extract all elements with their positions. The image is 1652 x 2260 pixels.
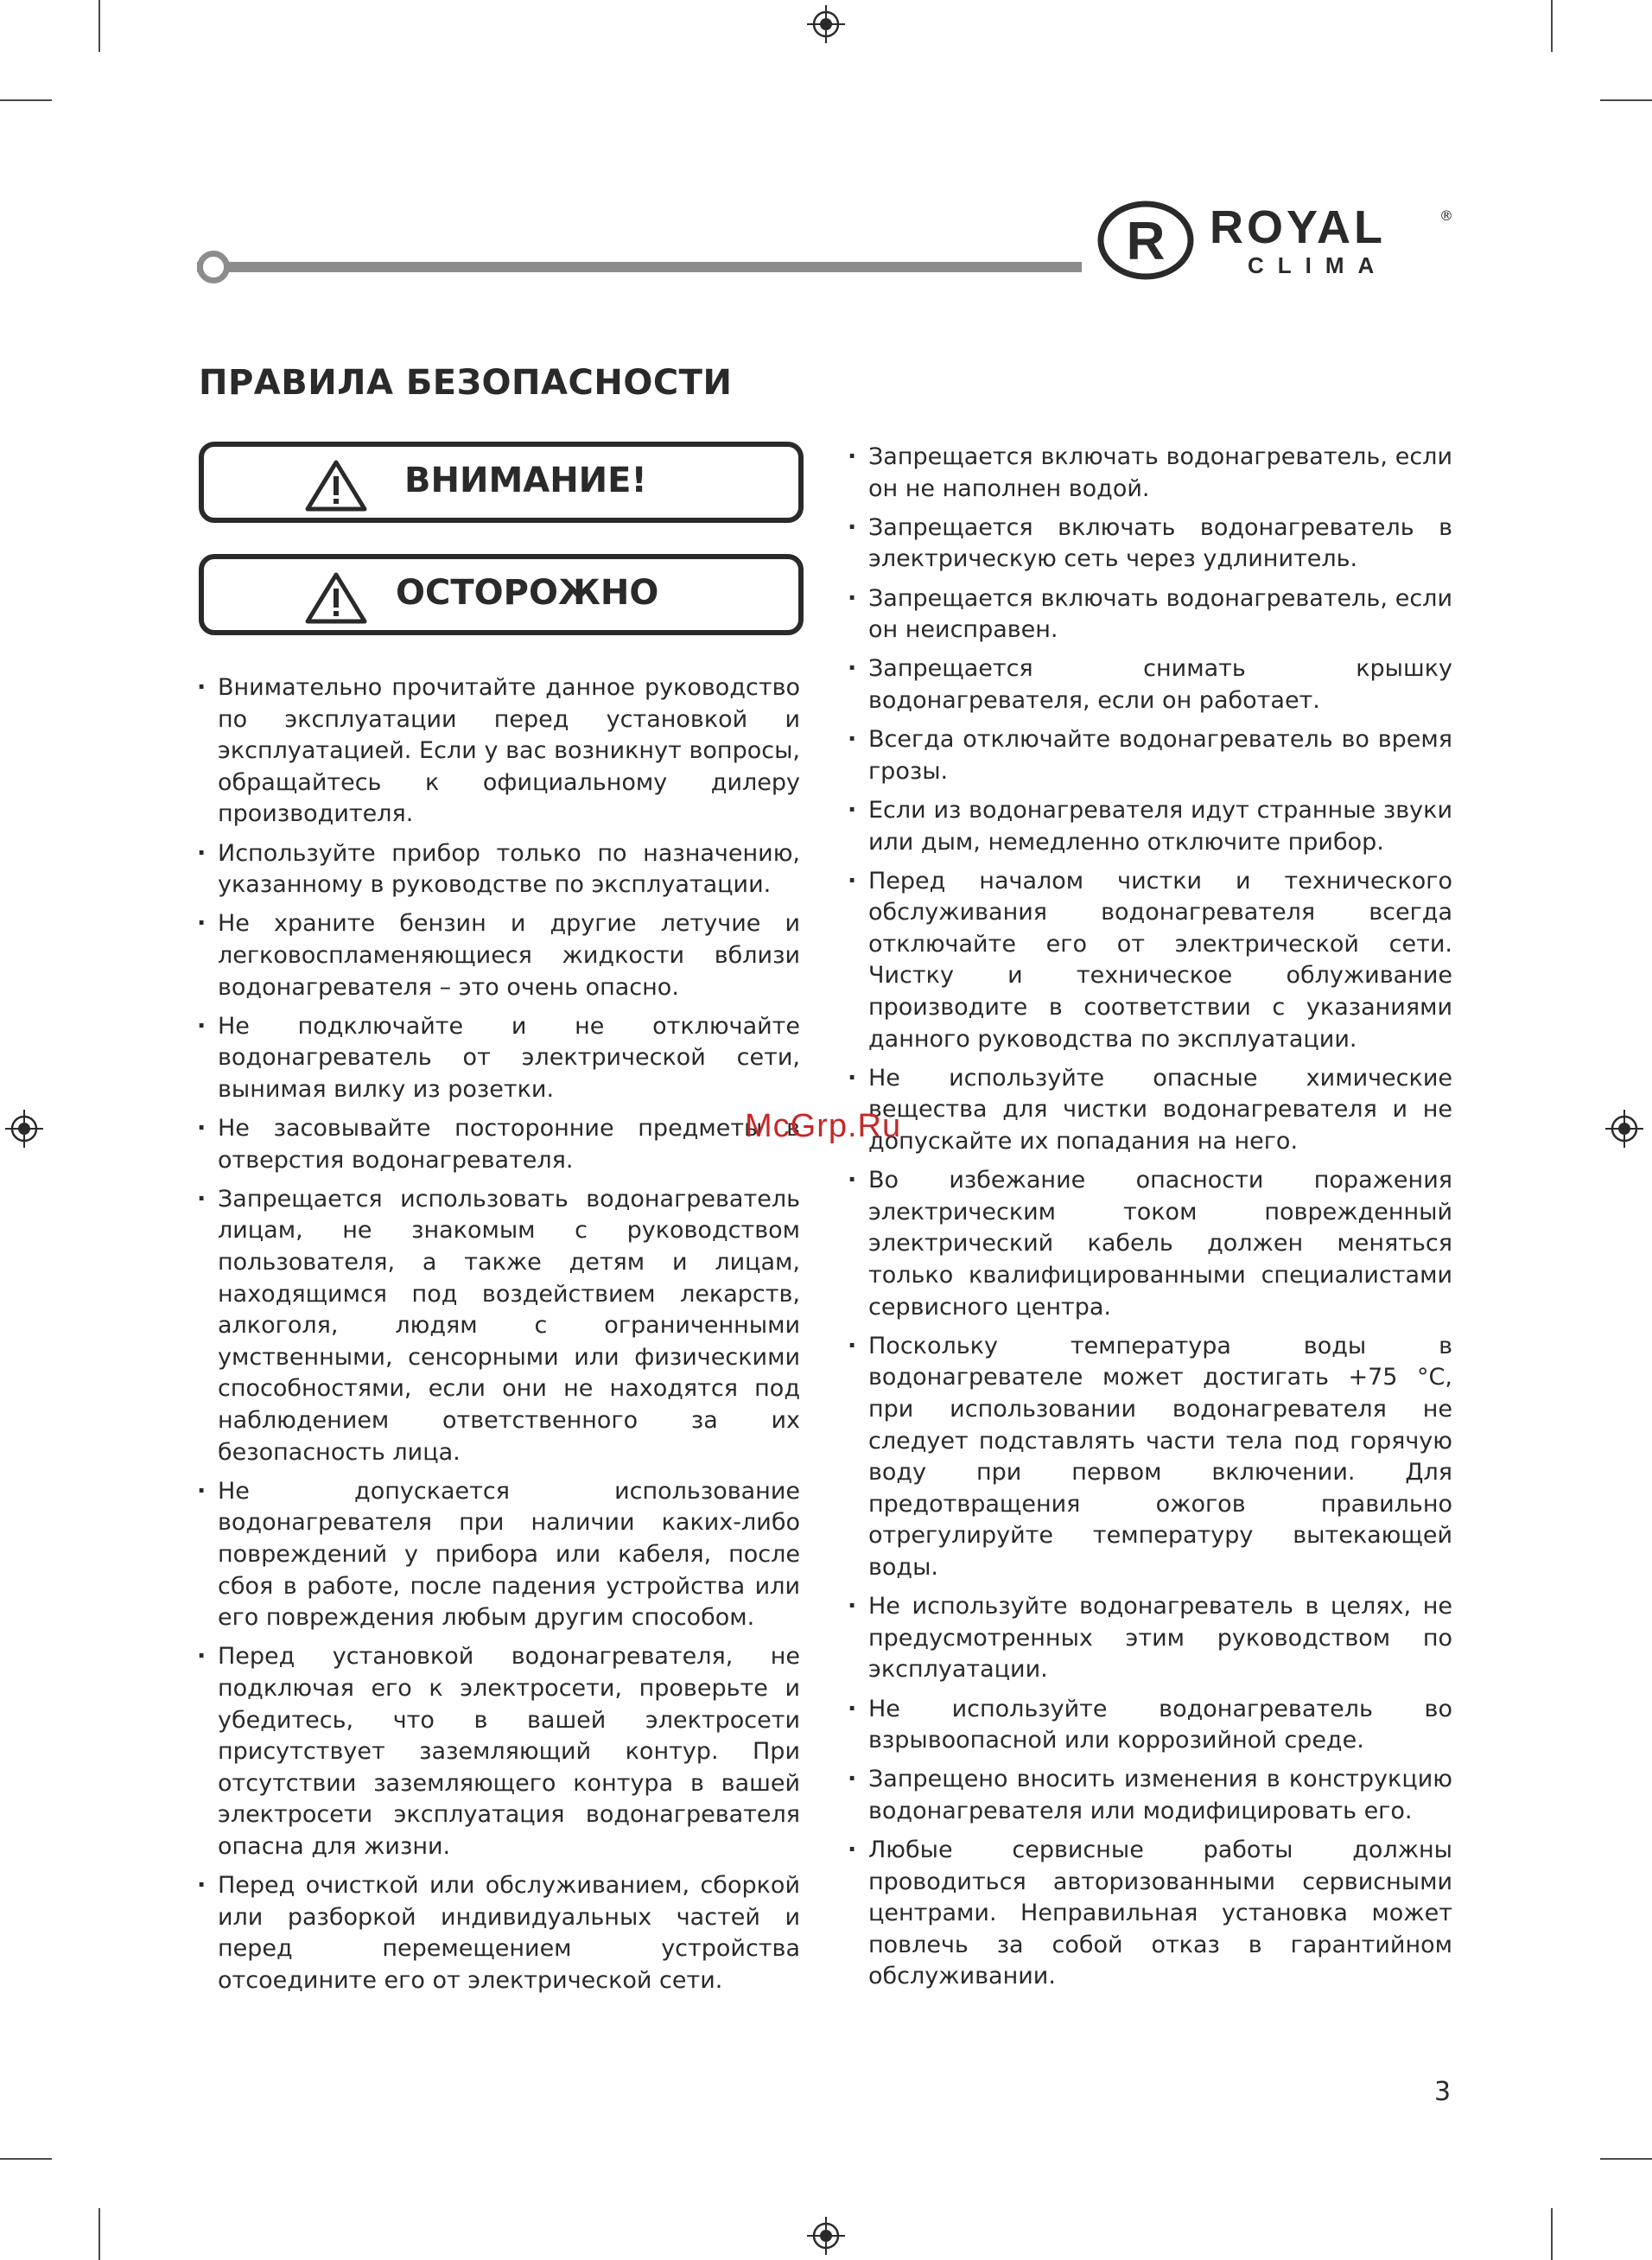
header-rule-dot — [197, 251, 230, 283]
crop-mark — [0, 2158, 52, 2160]
warning-box-caution — [199, 554, 804, 635]
safety-list-left — [197, 672, 800, 1997]
list-item: · Запрещается включать водонагреватель, если он неисправен. — [848, 583, 1452, 646]
list-item: · Если из водонагревателя идут странные звуки или дым, немедленно отключите прибор. — [848, 795, 1452, 858]
list-item: · Перед началом чистки и технического обслуживания водонагревателя всегда отключайте его от электрической сети. Чистку и техническое облуживание производите в соответствии с указаниями данного руководства по эксплуатации. — [848, 866, 1452, 1056]
crop-mark — [1600, 99, 1652, 101]
brand-logo — [1097, 201, 1460, 280]
page-title: ПРАВИЛА БЕЗОПАСНОСТИ — [199, 363, 733, 403]
right-column — [848, 442, 1452, 2001]
registration-mark-icon — [5, 1110, 43, 1148]
list-item: · Не допускается использование водонагревателя при наличии каких-либо повреждений у прибора или кабеля, после сбоя в работе, после падения устройства или его повреждения любым другим способом. — [197, 1476, 800, 1634]
safety-list-right — [848, 442, 1452, 1993]
list-item: · Не храните бензин и другие летучие и легковоспламеняющиеся жидкости вблизи водонагревателя – это очень опасно. — [197, 908, 800, 1003]
registration-mark-icon — [807, 2217, 845, 2255]
page-number: 3 — [1434, 2077, 1452, 2107]
crop-mark — [98, 0, 100, 52]
registered-mark: ® — [1439, 207, 1453, 224]
list-item: · Используйте прибор только по назначению, указанному в руководстве по эксплуатации. — [197, 838, 800, 901]
list-item: · Не засовывайте посторонние предметы в отверстия водонагревателя. — [197, 1113, 800, 1176]
warning-attention-label: ВНИМАНИЕ! — [404, 461, 647, 500]
list-item: · Не используйте водонагреватель в целях, не предусмотренных этим руководством по эксплуатации. — [848, 1591, 1452, 1686]
list-item: · Поскольку температура воды в водонагревателе может достигать +75 °С, при использовании водонагревателя не следует подставлять части тела под горячую воду при первом включении. Для предотвращения ожогов правильно отрегулируйте температуру вытекающей воды. — [848, 1331, 1452, 1584]
warning-triangle-icon — [304, 459, 368, 512]
crop-mark — [0, 99, 52, 101]
registration-mark-icon — [1605, 1110, 1643, 1148]
list-item: · Запрещается использовать водонагреватель лицам, не знакомым с руководством пользователя, а также детям и лицам, находящимся под воздействием лекарств, алкоголя, людям с ограниченными умственными, сенсорными или физическими способностями, если они не находятся под наблюдением ответственного за их безопасность лица. — [197, 1184, 800, 1468]
logo-mark-letter: R — [1126, 212, 1166, 271]
watermark: McGrp.Ru — [745, 1108, 902, 1144]
left-column — [197, 672, 800, 2004]
list-item: · Не используйте опасные химические вещества для чистки водонагревателя и не допускайте их попадания на него. — [848, 1063, 1452, 1158]
list-item: · Во избежание опасности поражения электрическим током поврежденный электрический кабель должен меняться только квалифицированными специалистами сервисного центра. — [848, 1165, 1452, 1323]
list-item: · Не используйте водонагреватель во взрывоопасной или коррозийной среде. — [848, 1694, 1452, 1757]
crop-mark — [98, 2208, 100, 2260]
list-item: · Любые сервисные работы должны проводиться авторизованными сервисными центрами. Неправильная установка может повлечь за собой отказ в гарантийном обслуживании. — [848, 1835, 1452, 1993]
crop-mark — [1551, 2208, 1553, 2260]
registration-mark-icon — [807, 5, 845, 43]
list-item: · Запрещено вносить изменения в конструкцию водонагревателя или модифицировать его. — [848, 1764, 1452, 1827]
list-item: · Всегда отключайте водонагреватель во время грозы. — [848, 724, 1452, 787]
list-item: · Запрещается снимать крышку водонагревателя, если он работает. — [848, 653, 1452, 716]
warning-box-attention — [199, 442, 804, 523]
list-item: · Запрещается включать водонагреватель в электрическую сеть через удлинитель. — [848, 512, 1452, 576]
list-item: · Перед установкой водонагревателя, не подключая его к электросети, проверьте и убедитесь, что в вашей электросети присутствует заземляющий контур. При отсутствии заземляющего контура в вашей электросети эксплуатация водонагревателя опасна для жизни. — [197, 1641, 800, 1862]
list-item: · Внимательно прочитайте данное руководство по эксплуатации перед установкой и эксплуатацией. Если у вас возникнут вопросы, обращайтесь к официальному дилеру производителя. — [197, 672, 800, 831]
list-item: · Не подключайте и не отключайте водонагреватель от электрической сети, вынимая вилку из розетки. — [197, 1011, 800, 1106]
crop-mark — [1551, 0, 1553, 52]
list-item: · Запрещается включать водонагреватель, если он не наполнен водой. — [848, 442, 1452, 505]
warning-triangle-icon — [304, 571, 368, 625]
warning-caution-label: ОСТОРОЖНО — [396, 573, 659, 613]
royal-clima-logo-icon — [1097, 201, 1194, 280]
brand-name-bottom: CLIMA — [1248, 252, 1388, 278]
crop-mark — [1600, 2158, 1652, 2160]
brand-name-top: ROYAL — [1210, 201, 1387, 253]
header-rule — [197, 262, 1082, 272]
list-item: · Перед очисткой или обслуживанием, сборкой или разборкой индивидуальных частей и перед перемещением устройства отсоедините его от электрической сети. — [197, 1870, 800, 1996]
